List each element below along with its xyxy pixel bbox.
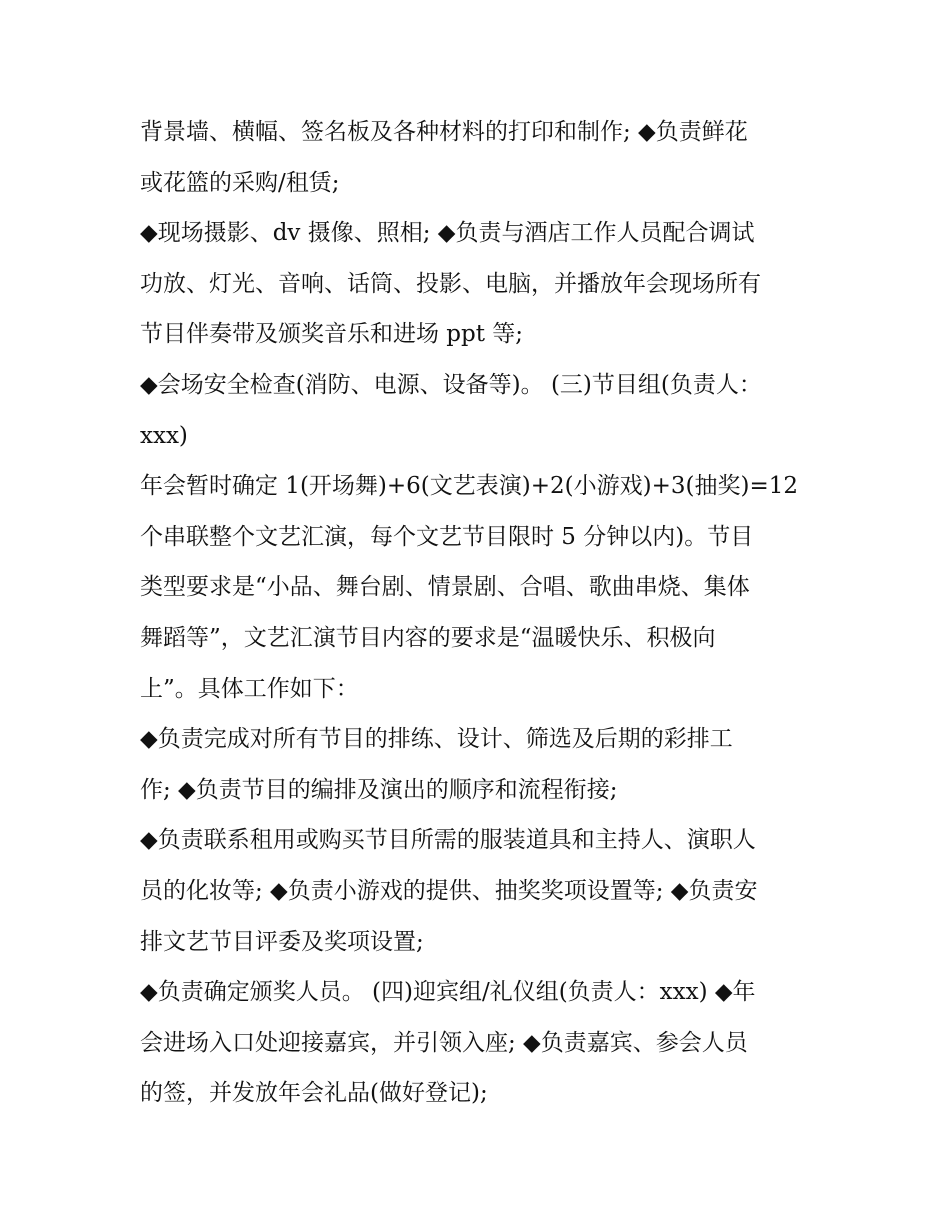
text-line: xxx) [140,422,188,449]
text-line: ◆负责完成对所有节目的排练、设计、筛选及后期的彩排工 [140,726,733,753]
text-line: 背景墙、横幅、签名板及各种材料的打印和制作; ◆负责鲜花 [140,119,748,145]
text-line: 排文艺节目评委及奖项设置; [140,928,424,955]
text-line: ◆负责确定颁奖人员。 (四)迎宾组/礼仪组(负责人：xxx) ◆年 [140,979,756,1006]
text-line: 的签，并发放年会礼品(做好登记); [140,1080,488,1107]
text-line: 会进场入口处迎接嘉宾，并引领入座; ◆负责嘉宾、参会人员 [140,1029,748,1056]
text-line: 或花篮的采购/租赁; [140,169,340,196]
text-line: ◆负责联系租用或购买节目所需的服装道具和主持人、演职人 [140,827,756,854]
text-line: 年会暂时确定 1(开场舞)+6(文艺表演)+2(小游戏)+3(抽奖)=12 [140,473,798,500]
text-line: 节目伴奏带及颁奖音乐和进场 ppt 等; [140,321,524,348]
text-line: 舞蹈等”，文艺汇演节目内容的要求是“温暖快乐、积极向 [140,624,716,651]
text-line: 类型要求是“小品、舞台剧、情景剧、合唱、歌曲串烧、集体 [140,574,750,601]
text-line: ◆会场安全检查(消防、电源、设备等)。 (三)节目组(负责人： [140,371,762,398]
text-line: 员的化妆等; ◆负责小游戏的提供、抽奖奖项设置等; ◆负责安 [140,877,758,904]
text-line: 上”。具体工作如下： [140,675,359,702]
text-line: 个串联整个文艺汇演，每个文艺节目限时 5 分钟以内)。节目 [140,523,754,550]
text-line: 功放、灯光、音响、话筒、投影、电脑，并播放年会现场所有 [140,270,761,297]
text-line: 作; ◆负责节目的编排及演出的顺序和流程衔接; [140,776,618,803]
text-line: ◆现场摄影、dv 摄像、照相; ◆负责与酒店工作人员配合调试 [140,220,755,247]
document-body [140,107,820,1119]
